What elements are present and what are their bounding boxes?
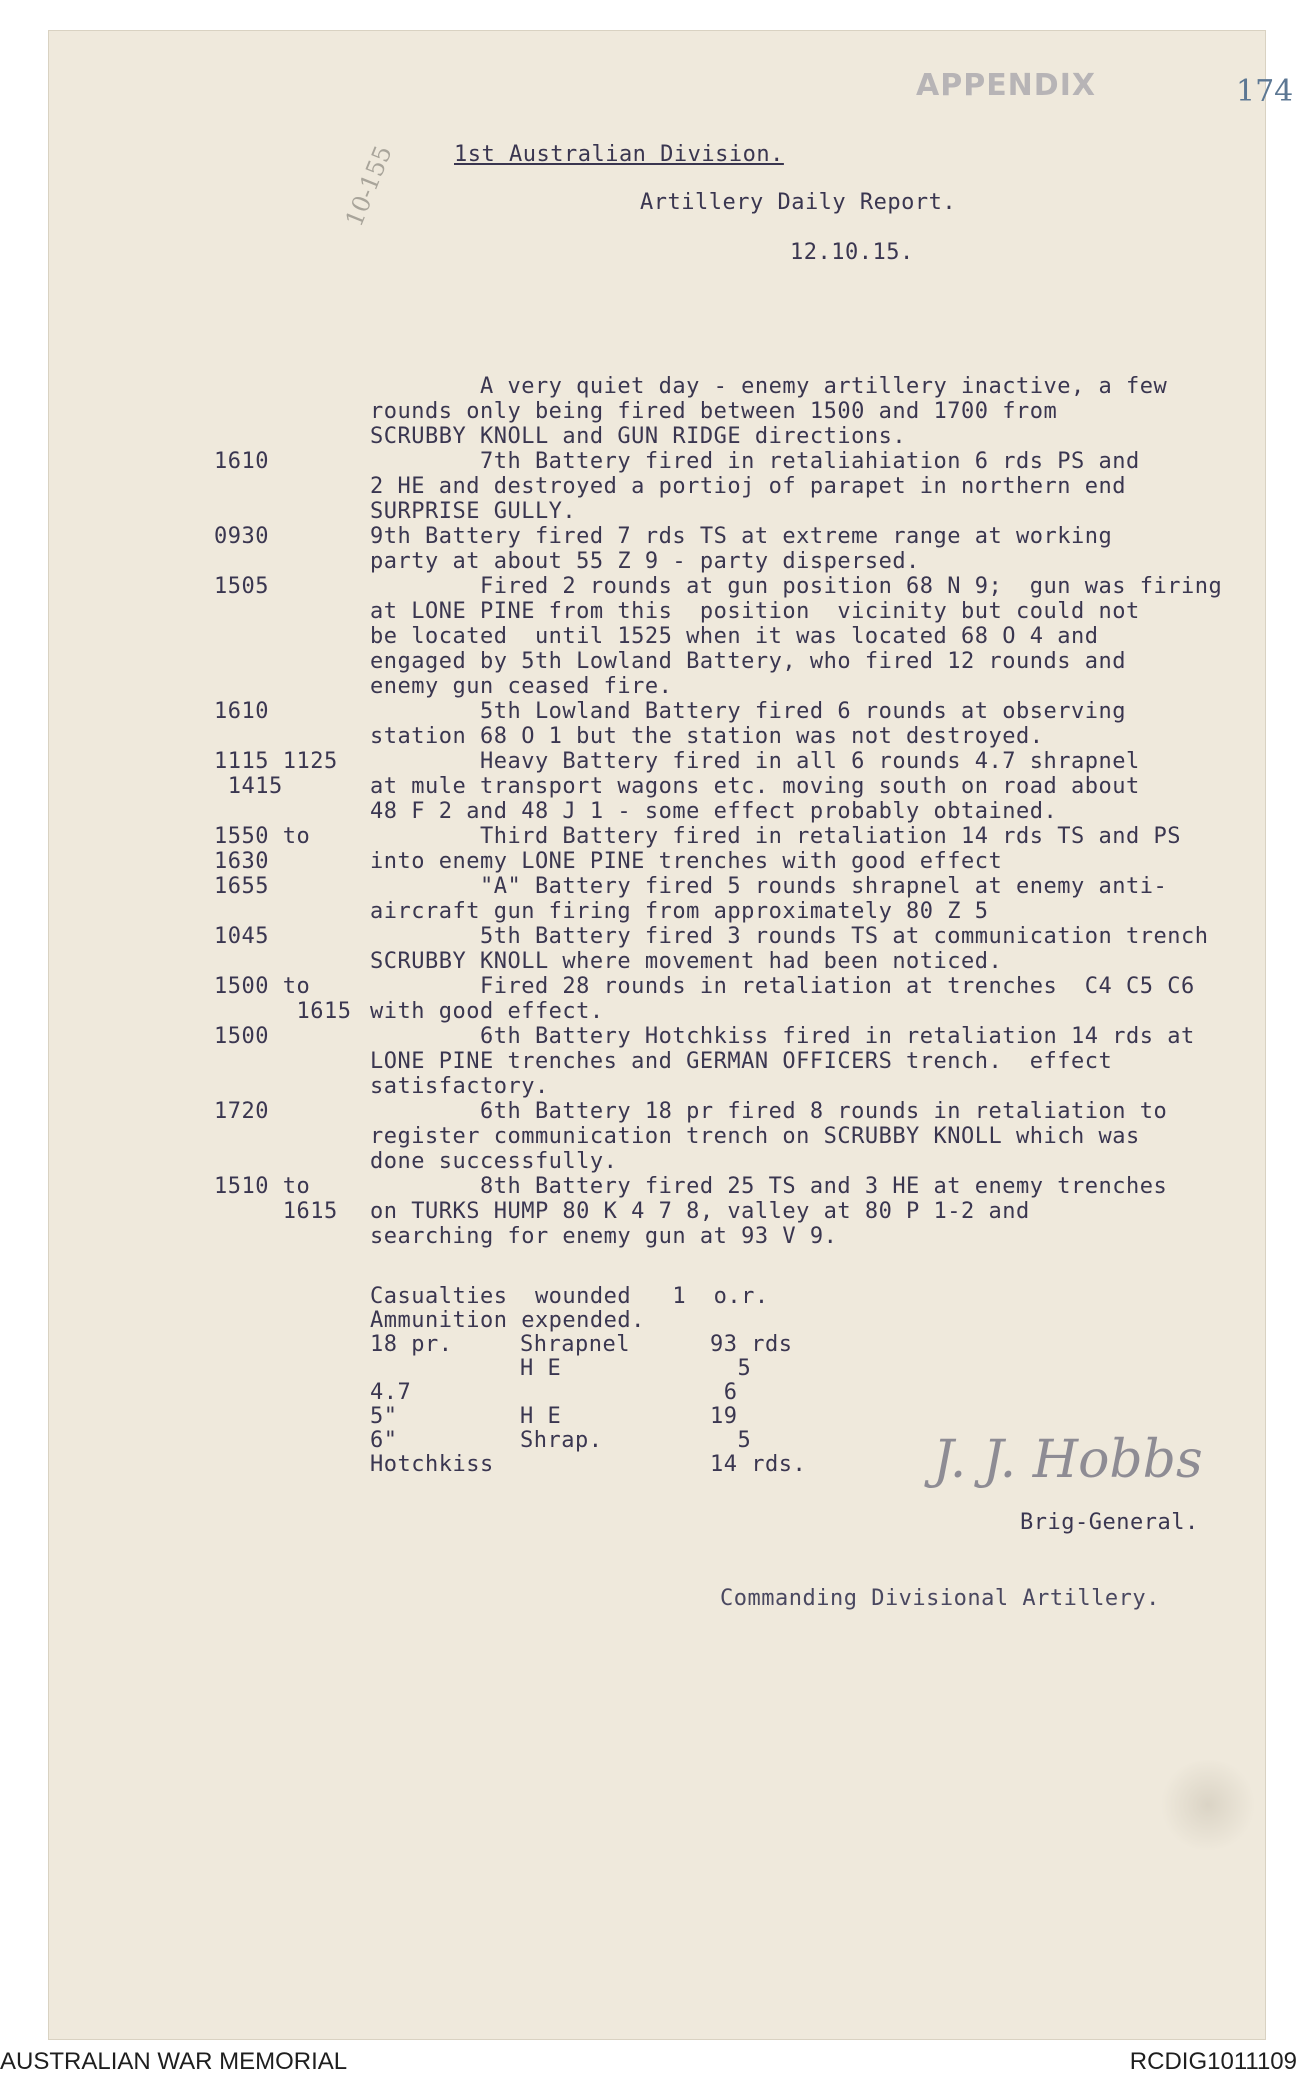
ammo-type: H E (520, 1356, 562, 1381)
appendix-stamp: APPENDIX (916, 68, 1096, 103)
ammo-table (370, 1332, 830, 1477)
time-entry (214, 499, 364, 524)
report-line: searching for enemy gun at 93 V 9. (370, 1224, 838, 1249)
report-line: with good effect. (370, 999, 604, 1024)
report-line: 5th Lowland Battery fired 6 rounds at observing (370, 699, 1126, 724)
report-line: Third Battery fired in retaliation 14 rds TS and PS (370, 824, 1181, 849)
ammo-row (370, 1332, 830, 1356)
report-line: at mule transport wagons etc. moving south on road about (370, 774, 1140, 799)
ammo-row (370, 1356, 830, 1380)
report-line: satisfactory. (370, 1074, 549, 1099)
report-line: LONE PINE trenches and GERMAN OFFICERS trench. effect (370, 1049, 1113, 1074)
time-entry (214, 549, 364, 574)
time-entry (214, 1049, 364, 1074)
report-title: 1st Australian Division. (454, 142, 784, 167)
report-line: rounds only being fired between 1500 and 1700 from (370, 399, 1058, 424)
ammo-qty: 93 rds (710, 1332, 793, 1357)
time-entry: 1045 (214, 924, 269, 949)
report-line: 6th Battery Hotchkiss fired in retaliation 14 rds at (370, 1024, 1195, 1049)
pencil-annotation: 10-155 (340, 141, 398, 231)
time-entry: 1115 1125 (214, 749, 338, 774)
time-entry: 1655 (214, 874, 269, 899)
time-entry: 1510 to (214, 1174, 311, 1199)
report-subtitle: Artillery Daily Report. (640, 190, 957, 215)
signature-title: Brig-General. (1020, 1510, 1199, 1535)
ammunition-summary (370, 1284, 830, 1477)
ammo-type: Shrap. (520, 1428, 603, 1453)
time-entry (214, 399, 364, 424)
ammo-qty: 14 rds. (710, 1452, 807, 1477)
report-line: engaged by 5th Lowland Battery, who fired 12 rounds and (370, 649, 1126, 674)
time-entry: 1415 (214, 774, 283, 799)
time-entry (214, 724, 364, 749)
ammo-qty: 19 (710, 1404, 738, 1429)
report-line: A very quiet day - enemy artillery inactive, a few (370, 374, 1168, 399)
ammo-row (370, 1380, 830, 1404)
time-entry (214, 424, 364, 449)
time-entry (214, 599, 364, 624)
time-entry: 0930 (214, 524, 269, 549)
time-entry: 1550 to (214, 824, 311, 849)
report-line: 8th Battery fired 25 TS and 3 HE at enemy trenches (370, 1174, 1168, 1199)
time-column (214, 374, 364, 1224)
time-entry (214, 799, 364, 824)
report-line: 9th Battery fired 7 rds TS at extreme range at working (370, 524, 1113, 549)
report-line: party at about 55 Z 9 - party dispersed. (370, 549, 920, 574)
ammo-gun: 18 pr. (370, 1332, 453, 1357)
signature-unit: Commanding Divisional Artillery. (720, 1586, 1160, 1611)
time-entry (214, 1124, 364, 1149)
report-line: into enemy LONE PINE trenches with good effect (370, 849, 1003, 874)
paper-stain (1158, 1760, 1258, 1850)
report-line: aircraft gun firing from approximately 80 Z 5 (370, 899, 989, 924)
report-line: Heavy Battery fired in all 6 rounds 4.7 shrapnel (370, 749, 1140, 774)
report-date: 12.10.15. (790, 240, 914, 265)
time-entry: 1500 (214, 1024, 269, 1049)
time-entry (214, 624, 364, 649)
time-entry: 1610 (214, 699, 269, 724)
time-entry: 1720 (214, 1099, 269, 1124)
document-page (48, 30, 1294, 2040)
ammo-heading: Ammunition expended. (370, 1308, 645, 1333)
report-line: done successfully. (370, 1149, 618, 1174)
time-entry: 1615 (214, 999, 352, 1024)
report-line: 6th Battery 18 pr fired 8 rounds in retaliation to (370, 1099, 1168, 1124)
report-line: 48 F 2 and 48 J 1 - some effect probably obtained. (370, 799, 1058, 824)
ammo-gun: 6" (370, 1428, 398, 1453)
time-entry (214, 374, 364, 399)
ammo-qty: 6 (710, 1380, 738, 1405)
ammo-qty: 5 (710, 1356, 752, 1381)
ammo-gun: 5" (370, 1404, 398, 1429)
report-line: SCRUBBY KNOLL and GUN RIDGE directions. (370, 424, 907, 449)
report-line: SURPRISE GULLY. (370, 499, 577, 524)
ammo-row (370, 1452, 830, 1476)
report-line: be located until 1525 when it was located 68 O 4 and (370, 624, 1099, 649)
ammo-row (370, 1428, 830, 1452)
time-entry (214, 649, 364, 674)
report-line: 2 HE and destroyed a portioj of parapet in northern end (370, 474, 1126, 499)
report-line: 5th Battery fired 3 rounds TS at communication trench (370, 924, 1209, 949)
ammo-type: H E (520, 1404, 562, 1429)
report-line: register communication trench on SCRUBBY KNOLL which was (370, 1124, 1140, 1149)
report-line: station 68 O 1 but the station was not destroyed. (370, 724, 1044, 749)
ammo-gun: 4.7 (370, 1380, 412, 1405)
time-entry: 1615 (214, 1199, 338, 1224)
footer-source: AUSTRALIAN WAR MEMORIAL (0, 2048, 348, 2075)
time-entry (214, 899, 364, 924)
time-entry (214, 474, 364, 499)
report-line: Fired 2 rounds at gun position 68 N 9; gun was firing (370, 574, 1223, 599)
signature-scrawl: J. J. Hobbs (933, 1430, 1203, 1490)
report-line: at LONE PINE from this position vicinity but could not (370, 599, 1140, 624)
report-line: Fired 28 rounds in retaliation at trenches C4 C5 C6 (370, 974, 1195, 999)
ammo-gun: Hotchkiss (370, 1452, 494, 1477)
time-entry: 1505 (214, 574, 269, 599)
ammo-type: Shrapnel (520, 1332, 630, 1357)
time-entry (214, 1149, 364, 1174)
time-entry: 1630 (214, 849, 269, 874)
ammo-qty: 5 (710, 1428, 752, 1453)
casualties-line: Casualties wounded 1 o.r. (370, 1284, 769, 1309)
report-line: 7th Battery fired in retaliahiation 6 rds PS and (370, 449, 1140, 474)
time-entry (214, 949, 364, 974)
report-line: on TURKS HUMP 80 K 4 7 8, valley at 80 P 1-2 and (370, 1199, 1030, 1224)
time-entry: 1500 to (214, 974, 311, 999)
report-line: enemy gun ceased fire. (370, 674, 673, 699)
footer-id: RCDIG1011109 (1129, 2048, 1297, 2075)
report-body (370, 374, 1270, 1249)
time-entry (214, 1074, 364, 1099)
ammo-row (370, 1404, 830, 1428)
report-line: SCRUBBY KNOLL where movement had been noticed. (370, 949, 1003, 974)
time-entry (214, 674, 364, 699)
report-line: "A" Battery fired 5 rounds shrapnel at enemy anti- (370, 874, 1168, 899)
folio-number: 174 (1236, 74, 1294, 109)
time-entry: 1610 (214, 449, 269, 474)
